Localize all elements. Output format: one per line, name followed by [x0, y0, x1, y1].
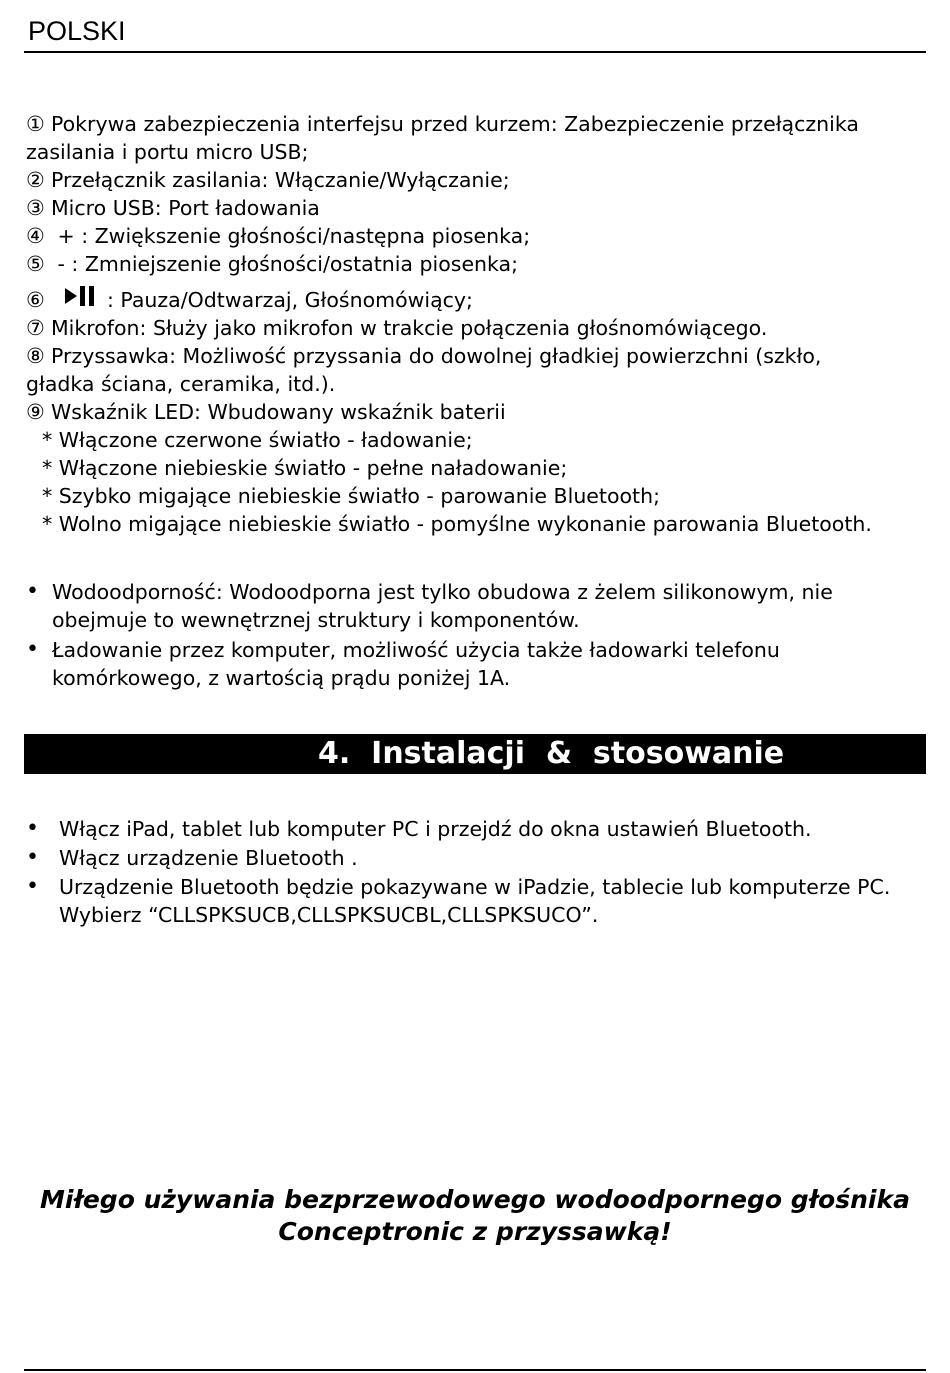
component-item-4 [26, 222, 931, 250]
item-number: ⑦ [26, 316, 45, 340]
item-number: ③ [26, 196, 45, 220]
item-text: Mikrofon: Służy jako mikrofon w trakcie połączenia głośnomówiącego. [51, 316, 768, 340]
component-item-8 [26, 342, 931, 370]
installation-steps [26, 815, 931, 930]
item-text: Przełącznik zasilania: Włączanie/Wyłączanie; [51, 168, 510, 192]
item-number: ⑨ [26, 400, 45, 424]
component-item-5 [26, 250, 931, 278]
item-number: ⑧ [26, 344, 45, 368]
item-number: ⑥ [26, 288, 45, 312]
note-waterproof: • Wodoodporność: Wodoodporna jest tylko obudowa z żelem silikonowym, nie obejmuje to wewnętrznej struktury i komponentów. [26, 578, 931, 634]
step-item: • Urządzenie Bluetooth będzie pokazywane w iPadzie, tablecie lub komputerze PC. Wybierz “CLLSPKSUCB,CLLSPKSUCBL,CLLSPKSUCO”. [26, 873, 931, 929]
closing-line-2: Conceptronic z przyssawką! [278, 1217, 672, 1246]
led-state-blue-fast: * Szybko migające niebieskie światło - parowanie Bluetooth; [42, 484, 660, 508]
step-item: • Włącz urządzenie Bluetooth . [26, 844, 931, 872]
section-title: 4. Instalacji & stosowanie [318, 736, 785, 771]
header-divider [24, 51, 926, 53]
component-item-8-cont [26, 370, 931, 398]
item-text: Wskaźnik LED: Wbudowany wskaźnik baterii [51, 400, 506, 424]
item-text: Pokrywa zabezpieczenia interfejsu przed kurzem: Zabezpieczenie przełącznika [51, 112, 859, 136]
item-text: - : Zmniejszenie głośności/ostatnia piosenka; [51, 252, 519, 276]
component-item-1-cont [26, 138, 931, 166]
led-state-red: * Włączone czerwone światło - ładowanie; [42, 428, 473, 452]
item-number: ⑤ [26, 252, 45, 276]
component-item-6 [26, 286, 931, 314]
led-state-blue-slow: * Wolno migające niebieskie światło - pomyślne wykonanie parowania Bluetooth. [42, 512, 872, 536]
section-heading-bar [24, 734, 926, 774]
item-number: ④ [26, 224, 45, 248]
note-charging: • Ładowanie przez komputer, możliwość użycia także ładowarki telefonu komórkowego, z wartością prądu poniżej 1A. [26, 636, 931, 692]
component-item-7 [26, 314, 931, 342]
page-language-header: POLSKI [28, 16, 126, 46]
footer-divider [24, 1369, 926, 1371]
notes-list [26, 578, 931, 694]
closing-line-1: Miłego używania bezprzewodowego wodoodpornego głośnika [40, 1185, 910, 1214]
item-number: ① [26, 112, 45, 136]
item-text: gładka ściana, ceramika, itd.). [26, 372, 336, 396]
play-pause-icon [65, 286, 107, 308]
component-item-9 [26, 398, 931, 426]
item-number: ② [26, 168, 45, 192]
component-list [26, 110, 931, 538]
item-text: Micro USB: Port ładowania [51, 196, 320, 220]
led-state-blue-solid: * Włączone niebieskie światło - pełne naładowanie; [42, 456, 568, 480]
component-item-3 [26, 194, 931, 222]
item-text: zasilania i portu micro USB; [26, 140, 309, 164]
step-item: • Włącz iPad, tablet lub komputer PC i przejdź do okna ustawień Bluetooth. [26, 815, 931, 843]
closing-message [24, 1184, 926, 1248]
component-item-1 [26, 110, 931, 138]
component-item-2 [26, 166, 931, 194]
item-text: : Pauza/Odtwarzaj, Głośnomówiący; [107, 288, 473, 312]
item-text: + : Zwiększenie głośności/następna piosenka; [51, 224, 531, 248]
item-text: Przyssawka: Możliwość przyssania do dowolnej gładkiej powierzchni (szkło, [51, 344, 822, 368]
